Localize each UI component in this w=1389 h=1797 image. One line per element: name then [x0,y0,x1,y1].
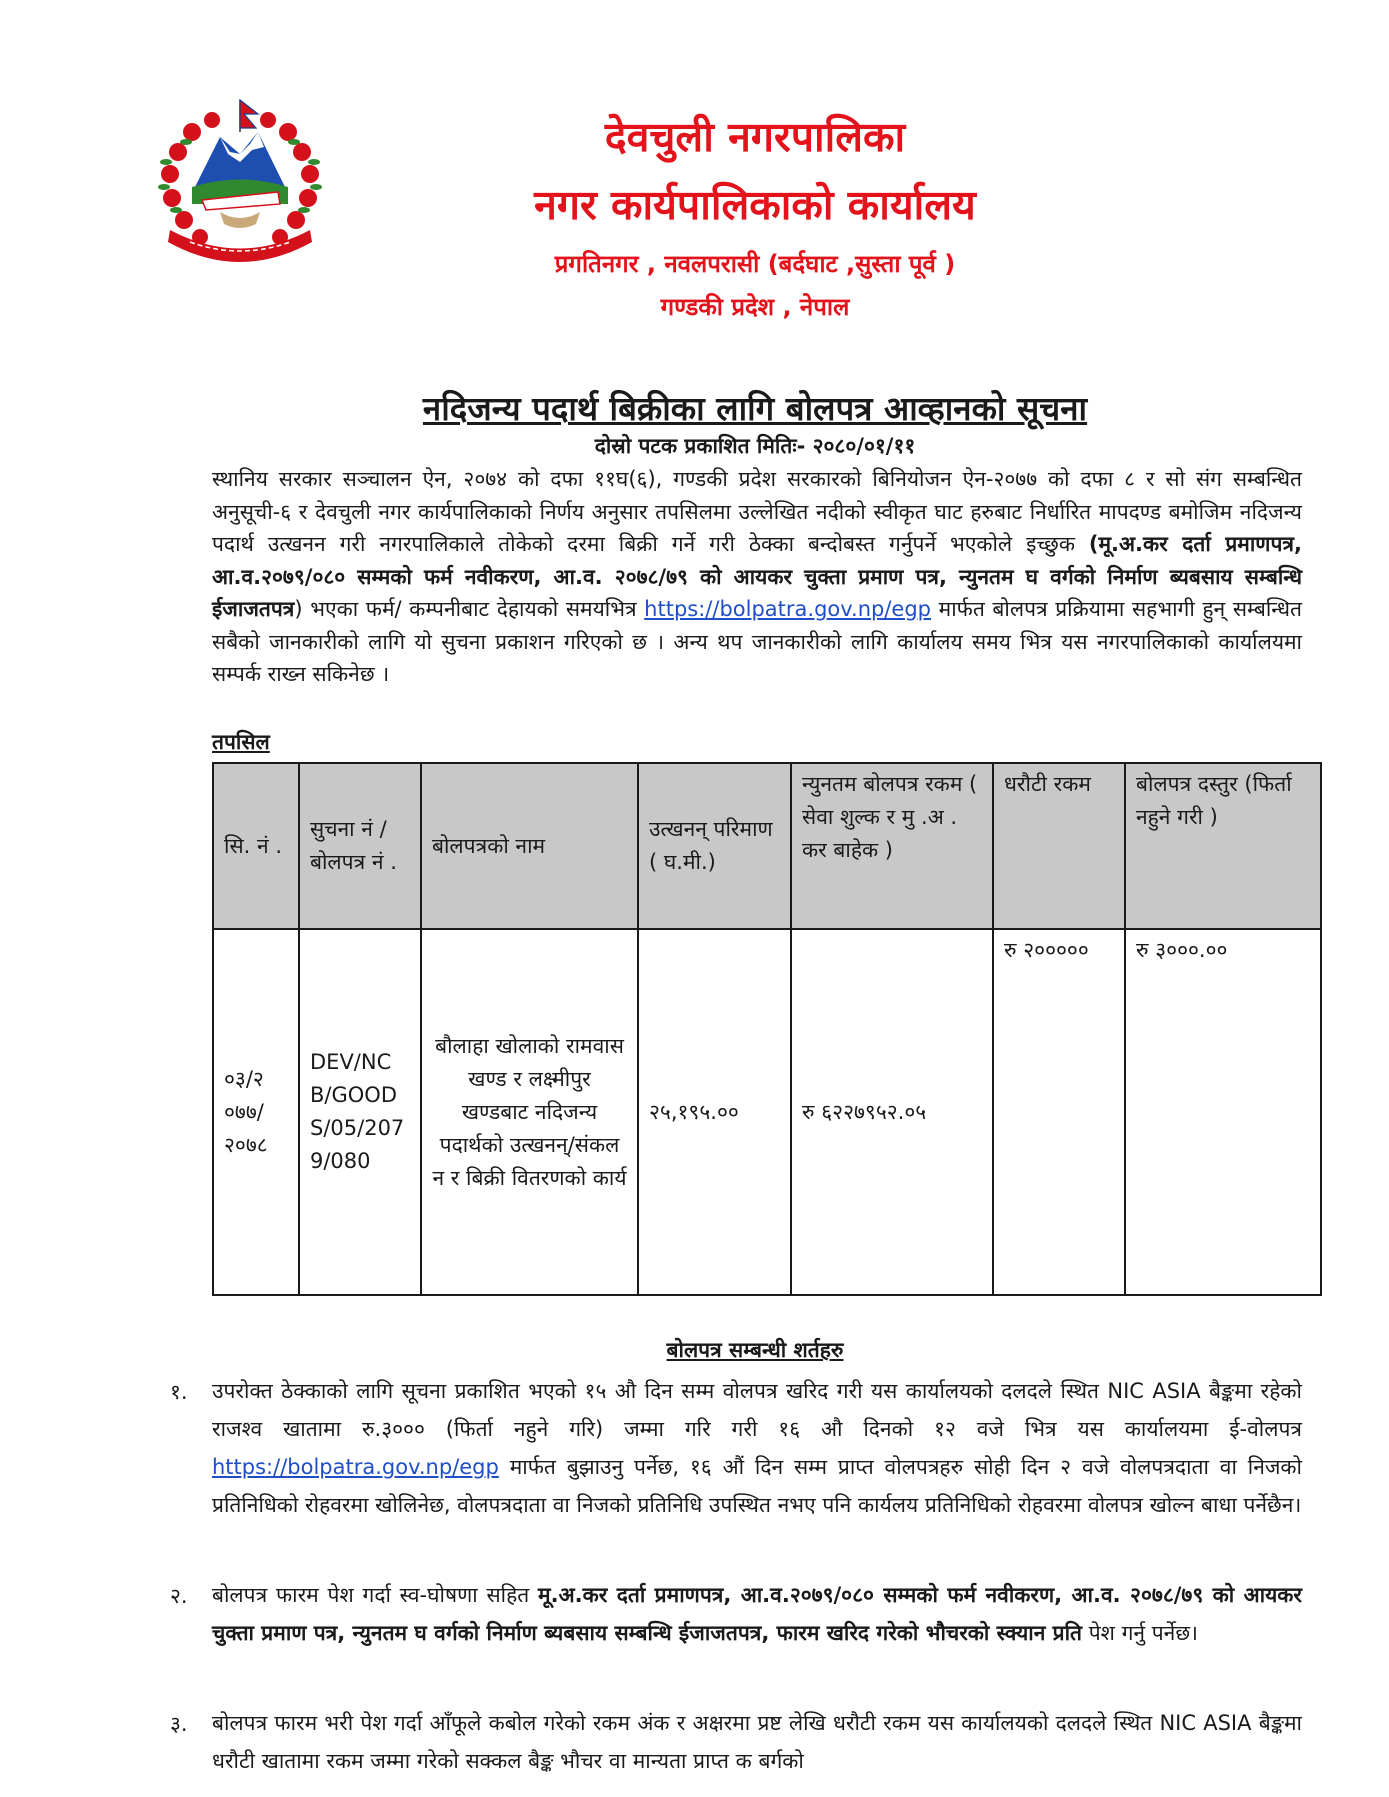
schedule-heading: तपसिल [212,730,270,754]
term-3: बोलपत्र फारम भरी पेश गर्दा आँफूले कबोल गरेको रकम अंक र अक्षरमा प्रष्ट लेखि धरौटी रकम यस कार्यालयको दलदले स्थित NIC ASIA बैङ्कमा धरौटी खातामा रकम जम्मा गरेको सक्कल बैङ्क भौचर वा मान्यता प्राप्त क बर्गको [212,1711,1302,1773]
cell-notice-no: DEV/NC B/GOOD S/05/207 9/080 [299,929,421,1295]
notice-requirements: (मू.अ.कर दर्ता प्रमाणपत्र, आ.व.२०७९/०८० सम्मको फर्म नवीकरण, आ.व. २०७८/७९ को आयकर चुक्ता प्रमाण पत्र, न्युनतम घ वर्गको निर्माण ब्यबसाय सम्बन्धि ईजाजतपत्र [212,532,1302,621]
term-number-3: ३. [170,1712,188,1736]
office-address: प्रगतिनगर , नवलपरासी (बर्दघाट ,सुस्ता पूर्व ) [554,250,956,278]
term-number-2: २. [170,1584,188,1608]
col-header-bid-name: बोलपत्रको नाम [421,763,638,929]
col-header-fee: बोलपत्र दस्तुर (फिर्ता नहुने गरी ) [1125,763,1321,929]
nepal-emblem-logo [140,92,340,267]
notice-title: नदिजन्य पदार्थ बिक्रीका लागि बोलपत्र आव्हानको सूचना [422,389,1088,428]
term-2-text-a: बोलपत्र फारम पेश गर्दा स्व-घोषणा सहित [212,1583,539,1607]
col-header-sn: सि. नं . [213,763,299,929]
term-number-1: १. [170,1380,188,1404]
cell-quantity: २५,१९५.०० [638,929,791,1295]
bid-table [212,762,1322,1296]
term-1 [212,1372,1302,1524]
term-1-text-a: उपरोक्त ठेक्काको लागि सूचना प्रकाशित भएको १५ औ दिन सम्म वोलपत्र खरिद गरी यस कार्यालयको दलदले स्थित NIC ASIA बैङ्कमा रहेको राजश्व खातामा रु.३००० (फिर्ता नहुने गरि) जम्मा गरि गरी १६ औ दिनको १२ वजे भित्र यस कार्यालयमा ई-वोलपत्र [212,1379,1302,1441]
cell-fee: रु ३०००.०० [1125,929,1321,1295]
province-country: गण्डकी प्रदेश , नेपाल [660,293,850,321]
col-header-notice-no: सुचना नं / बोलपत्र नं . [299,763,421,929]
term-1-egp-link[interactable]: https://bolpatra.gov.np/egp [212,1455,499,1479]
cell-deposit: रु २००००० [993,929,1125,1295]
egp-link[interactable]: https://bolpatra.gov.np/egp [644,597,932,621]
term-1-text-b: मार्फत बुझाउनु पर्नेछ, १६ औं दिन सम्म प्राप्त वोलपत्रहरु सोही दिन २ वजे वोलपत्रदाता वा निजको प्रतिनिधिको रोहवरमा खोलिनेछ, वोलपत्रदाता वा निजको प्रतिनिधि उपस्थित नभए पनि कार्यलय प्रतिनिधिको रोहवरमा वोलपत्र खोल्न बाधा पर्नेछैन। [212,1455,1302,1517]
notice-text-3: मार्फत बोलपत्र प्रक्रियामा सहभागी हुन् सम्बन्धित सबैको जानकारीको लागि यो सुचना प्रकाशन गरिएको छ । अन्य थप जानकारीको लागि कार्यालय समय भित्र यस नगरपालिकाको कार्यालयमा सम्पर्क राख्न सकिनेछ । [212,597,1302,686]
office-name: नगर कार्यपालिकाको कार्यालय [534,181,976,229]
notice-text-2: ) भएका फर्म/ कम्पनीबाट देहायको समयभित्र [294,597,645,621]
col-header-deposit: धरौटी रकम [993,763,1125,929]
notice-paragraph [212,463,1302,691]
publication-date: दोस्रो पटक प्रकाशित मितिः- २०८०/०१/११ [594,434,916,458]
municipality-name: देवचुली नगरपालिका [604,113,906,161]
cell-bid-name: बौलाहा खोलाको रामवास खण्ड र लक्ष्मीपुर खण्डबाट नदिजन्य पदार्थको उत्खनन्/संकल न र बिक्री वितरणको कार्य [421,929,638,1295]
term-2-documents: मू.अ.कर दर्ता प्रमाणपत्र, आ.व.२०७९/०८० सम्मको फर्म नवीकरण, आ.व. २०७८/७९ को आयकर चुक्ता प्रमाण पत्र, न्युनतम घ वर्गको निर्माण ब्यबसाय सम्बन्धि ईजाजतपत्र, फारम खरिद गरेको भौचरको स्क्यान प्रति [212,1583,1302,1645]
term-2-text-b: पेश गर्नु पर्नेछ। [1082,1621,1199,1645]
notice-text-1: स्थानिय सरकार सञ्चालन ऐन, २०७४ को दफा ११घ(६), गण्डकी प्रदेश सरकारको बिनियोजन ऐन-२०७७ को दफा ८ र सो संग सम्बन्धित अनुसूची-६ र देवचुली नगर कार्यपालिकाको निर्णय अनुसार तपसिलमा उल्लेखित नदीको स्वीकृत घाट हरुबाट निर्धारित मापदण्ड बमोजिम नदिजन्य पदार्थ उत्खनन गरी नगरपालिकाले तोकेको दरमा बिक्री गर्ने गरी ठेक्का बन्दोबस्त गर्नुपर्ने भएकोले इच्छुक [212,467,1302,556]
table-header-row [213,763,1321,929]
cell-min-amount: रु ६२२७९५२.०५ [791,929,993,1295]
col-header-quantity: उत्खनन् परिमाण ( घ.मी.) [638,763,791,929]
table-row [213,929,1321,1295]
cell-sn: ०३/२ ०७७/ २०७८ [213,929,299,1295]
col-header-min-amount: न्युनतम बोलपत्र रकम ( सेवा शुल्क र मु .अ . कर बाहेक ) [791,763,993,929]
terms-heading: बोलपत्र सम्बन्धी शर्तहरु [666,1338,844,1362]
term-2 [212,1576,1302,1652]
